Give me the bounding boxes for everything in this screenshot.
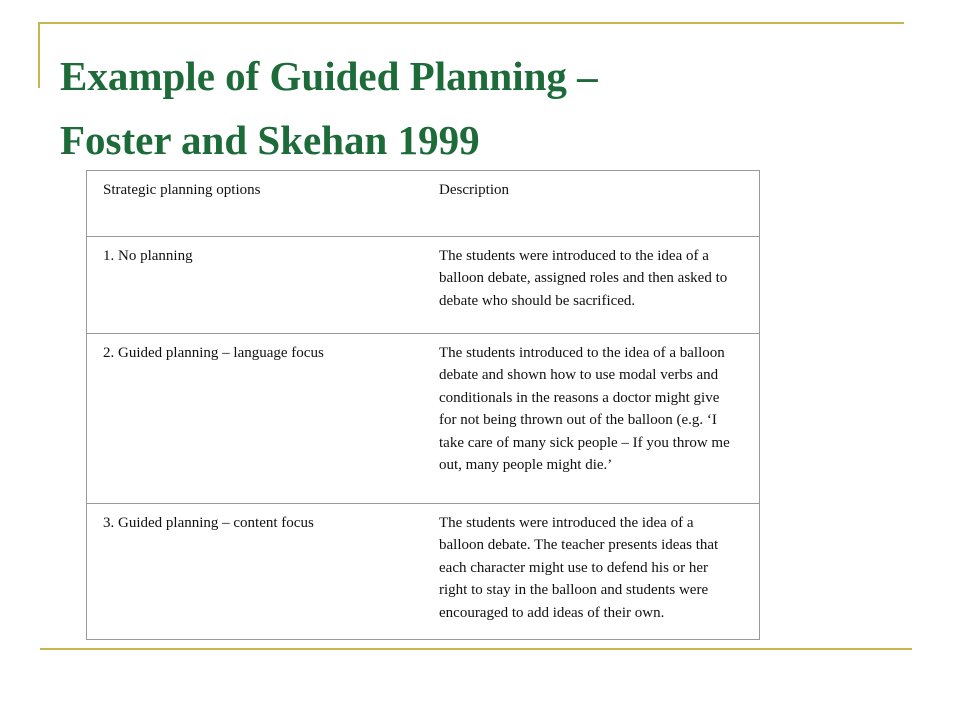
option-cell: 2. Guided planning – language focus (87, 333, 421, 503)
title-line-2: Foster and Skehan 1999 (60, 117, 480, 163)
left-rule (38, 22, 40, 88)
option-cell: 3. Guided planning – content focus (103, 514, 314, 531)
top-rule (38, 22, 904, 24)
description-cell: The students were introduced to the idea of a balloon debate, assigned roles and then asked to debate who should be sacrificed. (421, 236, 759, 333)
table-row (87, 503, 759, 640)
description-cell: The students introduced to the idea of a balloon debate and shown how to use modal verbs and conditionals in the reasons a doctor might give for not being thrown out of the balloon (e.g. ‘I take care of many sick people – If you throw me out, many people might die.’ (421, 333, 759, 503)
bottom-rule (40, 648, 912, 650)
planning-table (86, 170, 760, 640)
title-line-1: Example of Guided Planning – (60, 53, 598, 99)
slide-title (60, 44, 920, 172)
table-row (87, 236, 759, 333)
header-options: Strategic planning options (87, 171, 421, 236)
table-header-row (87, 171, 759, 236)
table-row (87, 333, 759, 503)
option-cell: 1. No planning (87, 236, 421, 333)
description-cell: The students were introduced the idea of a balloon debate. The teacher presents ideas that each character might use to defend his or her right to stay in the balloon and students were encouraged to add ideas of their own. (439, 514, 719, 621)
header-description: Description (421, 171, 759, 236)
